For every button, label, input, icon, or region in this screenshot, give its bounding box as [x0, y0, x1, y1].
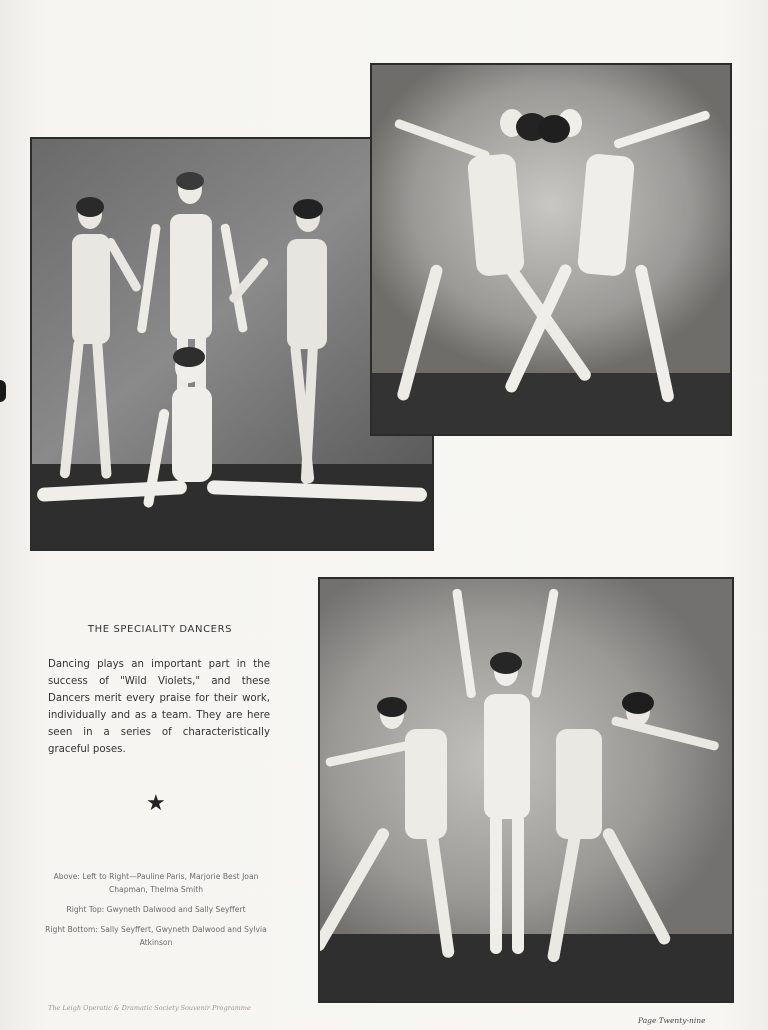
credit-above: Above: Left to Right—Pauline Paris, Marjorie Best Joan Chapman, Thelma Smith	[53, 872, 259, 894]
star-ornament-icon: ★	[146, 791, 166, 816]
credit-right-top: Right Top: Gwyneth Dalwood and Sally Seyffert	[66, 905, 246, 914]
photo-three-dancers	[318, 577, 734, 1003]
binding-hole-mark	[0, 380, 6, 402]
footer-page-number: Page Twenty-nine	[638, 1016, 706, 1025]
caption-title: THE SPECIALITY DANCERS	[87, 624, 233, 635]
credit-right-bottom: Right Bottom: Sally Seyffert, Gwyneth Dalwood and Sylvia Atkinson	[45, 925, 267, 947]
photo-two-dancers	[370, 63, 732, 436]
photo-credits	[36, 870, 276, 956]
photo-three-dancers-image	[320, 579, 732, 1001]
footer-programme-title: The Leigh Operatic & Dramatic Society Souvenir Programme	[48, 1004, 251, 1012]
caption-body: Dancing plays an important part in the success of "Wild Violets," and these Dancers merit every praise for their work, individually and as a team. They are here seen in a series of characteristically graceful poses.	[48, 659, 270, 755]
photo-two-dancers-image	[372, 65, 730, 434]
